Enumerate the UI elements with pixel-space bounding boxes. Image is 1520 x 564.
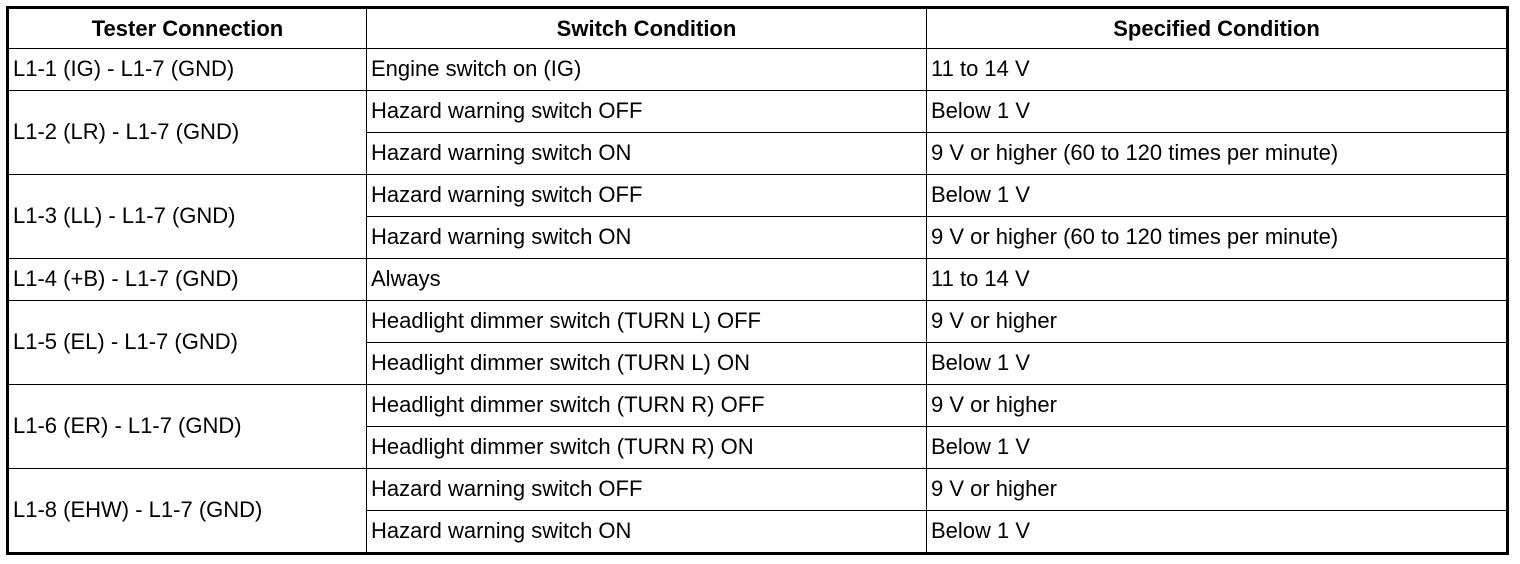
specified-condition-cell: 11 to 14 V	[927, 258, 1508, 300]
tester-connection-cell: L1-3 (LL) - L1-7 (GND)	[8, 174, 367, 258]
switch-condition-cell: Headlight dimmer switch (TURN L) OFF	[367, 300, 927, 342]
tester-connection-table	[6, 6, 1509, 555]
tester-connection-cell: L1-4 (+B) - L1-7 (GND)	[8, 258, 367, 300]
switch-condition-cell: Hazard warning switch ON	[367, 510, 927, 553]
tester-connection-cell: L1-6 (ER) - L1-7 (GND)	[8, 384, 367, 468]
table-row	[8, 258, 1508, 300]
table-header-row	[8, 8, 1508, 49]
switch-condition-cell: Hazard warning switch ON	[367, 132, 927, 174]
switch-condition-cell: Headlight dimmer switch (TURN R) OFF	[367, 384, 927, 426]
specified-condition-cell: 11 to 14 V	[927, 49, 1508, 91]
specified-condition-cell: Below 1 V	[927, 90, 1508, 132]
specified-condition-cell: Below 1 V	[927, 510, 1508, 553]
specified-condition-cell: 9 V or higher (60 to 120 times per minute)	[927, 216, 1508, 258]
header-switch-condition: Switch Condition	[367, 8, 927, 49]
tester-connection-cell: L1-2 (LR) - L1-7 (GND)	[8, 90, 367, 174]
specified-condition-cell: 9 V or higher (60 to 120 times per minute)	[927, 132, 1508, 174]
header-tester-connection: Tester Connection	[8, 8, 367, 49]
tester-connection-table-container	[6, 6, 1506, 555]
specified-condition-cell: 9 V or higher	[927, 300, 1508, 342]
switch-condition-cell: Hazard warning switch ON	[367, 216, 927, 258]
header-specified-condition: Specified Condition	[927, 8, 1508, 49]
tester-connection-cell: L1-5 (EL) - L1-7 (GND)	[8, 300, 367, 384]
switch-condition-cell: Hazard warning switch OFF	[367, 90, 927, 132]
specified-condition-cell: 9 V or higher	[927, 468, 1508, 510]
table-row	[8, 468, 1508, 510]
switch-condition-cell: Headlight dimmer switch (TURN L) ON	[367, 342, 927, 384]
specified-condition-cell: Below 1 V	[927, 174, 1508, 216]
table-row	[8, 90, 1508, 132]
table-row	[8, 384, 1508, 426]
switch-condition-cell: Hazard warning switch OFF	[367, 468, 927, 510]
specified-condition-cell: 9 V or higher	[927, 384, 1508, 426]
switch-condition-cell: Hazard warning switch OFF	[367, 174, 927, 216]
table-row	[8, 174, 1508, 216]
specified-condition-cell: Below 1 V	[927, 426, 1508, 468]
switch-condition-cell: Always	[367, 258, 927, 300]
tester-connection-cell: L1-8 (EHW) - L1-7 (GND)	[8, 468, 367, 553]
switch-condition-cell: Headlight dimmer switch (TURN R) ON	[367, 426, 927, 468]
switch-condition-cell: Engine switch on (IG)	[367, 49, 927, 91]
specified-condition-cell: Below 1 V	[927, 342, 1508, 384]
table-row	[8, 300, 1508, 342]
table-row	[8, 49, 1508, 91]
tester-connection-cell: L1-1 (IG) - L1-7 (GND)	[8, 49, 367, 91]
